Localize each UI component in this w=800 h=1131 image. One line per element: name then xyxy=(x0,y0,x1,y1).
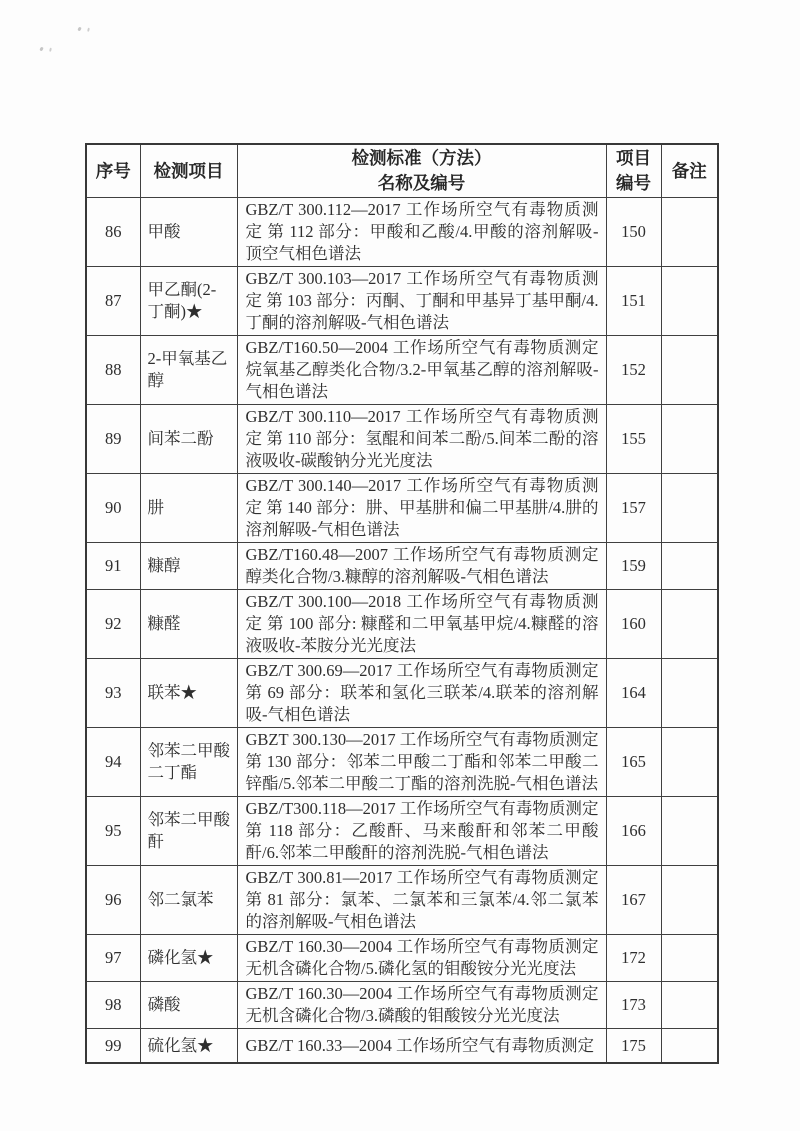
cell-code: 175 xyxy=(606,1029,661,1064)
cell-standard: GBZT 300.130—2017 工作场所空气有毒物质测定第 130 部分：邻苯二甲酸二丁酯和邻苯二甲酸二锌酯/5.邻苯二甲酸二丁酯的溶剂洗脱-气相色谱法 xyxy=(237,728,606,797)
cell-remark xyxy=(661,1029,718,1064)
cell-code: 165 xyxy=(606,728,661,797)
table-row xyxy=(86,543,718,590)
header-remark xyxy=(661,144,718,198)
cell-item: 甲酸 xyxy=(140,198,237,267)
table-row xyxy=(86,982,718,1029)
cell-index: 89 xyxy=(86,405,140,474)
cell-code: 172 xyxy=(606,935,661,982)
table-row xyxy=(86,866,718,935)
table-row xyxy=(86,267,718,336)
cell-standard: GBZ/T160.48—2007 工作场所空气有毒物质测定醇类化合物/3.糠醇的溶剂解吸-气相色谱法 xyxy=(237,543,606,590)
cell-code: 150 xyxy=(606,198,661,267)
header-index xyxy=(86,144,140,198)
cell-remark xyxy=(661,474,718,543)
cell-code: 167 xyxy=(606,866,661,935)
cell-index: 87 xyxy=(86,267,140,336)
header-code-line1: 项目 xyxy=(616,148,651,168)
header-standard-line1: 检测标准（方法） xyxy=(351,148,492,168)
cell-remark xyxy=(661,982,718,1029)
cell-standard: GBZ/T 300.100—2018 工作场所空气有毒物质测定 第 100 部分: 糠醛和二甲氧基甲烷/4.糠醛的溶液吸收-苯胺分光光度法 xyxy=(237,590,606,659)
cell-index: 90 xyxy=(86,474,140,543)
cell-remark xyxy=(661,267,718,336)
cell-code: 152 xyxy=(606,336,661,405)
header-code xyxy=(606,144,661,198)
table-header-row xyxy=(86,144,718,198)
cell-item: 间苯二酚 xyxy=(140,405,237,474)
cell-standard: GBZ/T 300.112—2017 工作场所空气有毒物质测定 第 112 部分：甲酸和乙酸/4.甲酸的溶剂解吸-顶空气相色谱法 xyxy=(237,198,606,267)
cell-standard: GBZ/T 160.30—2004 工作场所空气有毒物质测定无机含磷化合物/3.磷酸的钼酸铵分光光度法 xyxy=(237,982,606,1029)
cell-remark xyxy=(661,935,718,982)
cell-item: 肼 xyxy=(140,474,237,543)
table-row xyxy=(86,336,718,405)
cell-index: 96 xyxy=(86,866,140,935)
cell-item: 邻苯二甲酸酐 xyxy=(140,797,237,866)
cell-index: 97 xyxy=(86,935,140,982)
cell-standard: GBZ/T 300.110—2017 工作场所空气有毒物质测定 第 110 部分：氢醌和间苯二酚/5.间苯二酚的溶液吸收-碳酸钠分光光度法 xyxy=(237,405,606,474)
cell-item: 糠醛 xyxy=(140,590,237,659)
cell-remark xyxy=(661,336,718,405)
header-item-label: 检测项目 xyxy=(153,160,224,181)
cell-standard: GBZ/T300.118—2017 工作场所空气有毒物质测定第 118 部分：乙酸酐、马来酸酐和邻苯二甲酸酐/6.邻苯二甲酸酐的溶剂洗脱-气相色谱法 xyxy=(237,797,606,866)
cell-item: 糠醇 xyxy=(140,543,237,590)
cell-code: 166 xyxy=(606,797,661,866)
table-row xyxy=(86,474,718,543)
header-remark-label: 备注 xyxy=(671,160,707,181)
cell-index: 88 xyxy=(86,336,140,405)
cell-remark xyxy=(661,590,718,659)
cell-standard: GBZ/T 160.30—2004 工作场所空气有毒物质测定无机含磷化合物/5.磷化氢的钼酸铵分光光度法 xyxy=(237,935,606,982)
cell-remark xyxy=(661,405,718,474)
cell-code: 173 xyxy=(606,982,661,1029)
cell-item: 甲乙酮(2-丁酮)★ xyxy=(140,267,237,336)
cell-remark xyxy=(661,198,718,267)
cell-item: 磷酸 xyxy=(140,982,237,1029)
cell-remark xyxy=(661,728,718,797)
header-standard-line2: 名称及编号 xyxy=(377,173,466,193)
cell-code: 160 xyxy=(606,590,661,659)
cell-index: 95 xyxy=(86,797,140,866)
cell-item: 硫化氢★ xyxy=(140,1029,237,1064)
cell-index: 93 xyxy=(86,659,140,728)
scan-speckle xyxy=(77,27,81,32)
cell-index: 91 xyxy=(86,543,140,590)
table-row xyxy=(86,1029,718,1064)
table-row xyxy=(86,590,718,659)
table-row xyxy=(86,728,718,797)
table-row xyxy=(86,797,718,866)
header-standard xyxy=(237,144,606,198)
header-code-line2: 编号 xyxy=(616,173,651,193)
cell-remark xyxy=(661,543,718,590)
cell-item: 磷化氢★ xyxy=(140,935,237,982)
scan-speckle xyxy=(39,47,43,52)
cell-code: 164 xyxy=(606,659,661,728)
cell-standard: GBZ/T 300.140—2017 工作场所空气有毒物质测定 第 140 部分：肼、甲基肼和偏二甲基肼/4.肼的溶剂解吸-气相色谱法 xyxy=(237,474,606,543)
table-row xyxy=(86,198,718,267)
cell-code: 159 xyxy=(606,543,661,590)
cell-index: 92 xyxy=(86,590,140,659)
cell-standard: GBZ/T 300.69—2017 工作场所空气有毒物质测定第 69 部分：联苯和氢化三联苯/4.联苯的溶剂解吸-气相色谱法 xyxy=(237,659,606,728)
cell-code: 151 xyxy=(606,267,661,336)
cell-item: 联苯★ xyxy=(140,659,237,728)
table-row xyxy=(86,659,718,728)
cell-item: 2-甲氧基乙醇 xyxy=(140,336,237,405)
cell-standard: GBZ/T 300.103—2017 工作场所空气有毒物质测定 第 103 部分：丙酮、丁酮和甲基异丁基甲酮/4.丁酮的溶剂解吸-气相色谱法 xyxy=(237,267,606,336)
cell-code: 155 xyxy=(606,405,661,474)
cell-standard: GBZ/T 300.81—2017 工作场所空气有毒物质测定第 81 部分：氯苯、二氯苯和三氯苯/4.邻二氯苯的溶剂解吸-气相色谱法 xyxy=(237,866,606,935)
cell-item: 邻苯二甲酸二丁酯 xyxy=(140,728,237,797)
cell-index: 94 xyxy=(86,728,140,797)
header-index-label: 序号 xyxy=(95,160,131,181)
cell-index: 99 xyxy=(86,1029,140,1064)
cell-standard: GBZ/T160.50—2004 工作场所空气有毒物质测定烷氧基乙醇类化合物/3.2-甲氧基乙醇的溶剂解吸-气相色谱法 xyxy=(237,336,606,405)
cell-index: 86 xyxy=(86,198,140,267)
cell-remark xyxy=(661,659,718,728)
table-row xyxy=(86,935,718,982)
cell-standard: GBZ/T 160.33—2004 工作场所空气有毒物质测定 xyxy=(237,1029,606,1064)
cell-remark xyxy=(661,797,718,866)
table-row xyxy=(86,405,718,474)
header-item xyxy=(140,144,237,198)
cell-code: 157 xyxy=(606,474,661,543)
cell-remark xyxy=(661,866,718,935)
detection-standards-table xyxy=(85,143,719,1064)
cell-index: 98 xyxy=(86,982,140,1029)
cell-item: 邻二氯苯 xyxy=(140,866,237,935)
